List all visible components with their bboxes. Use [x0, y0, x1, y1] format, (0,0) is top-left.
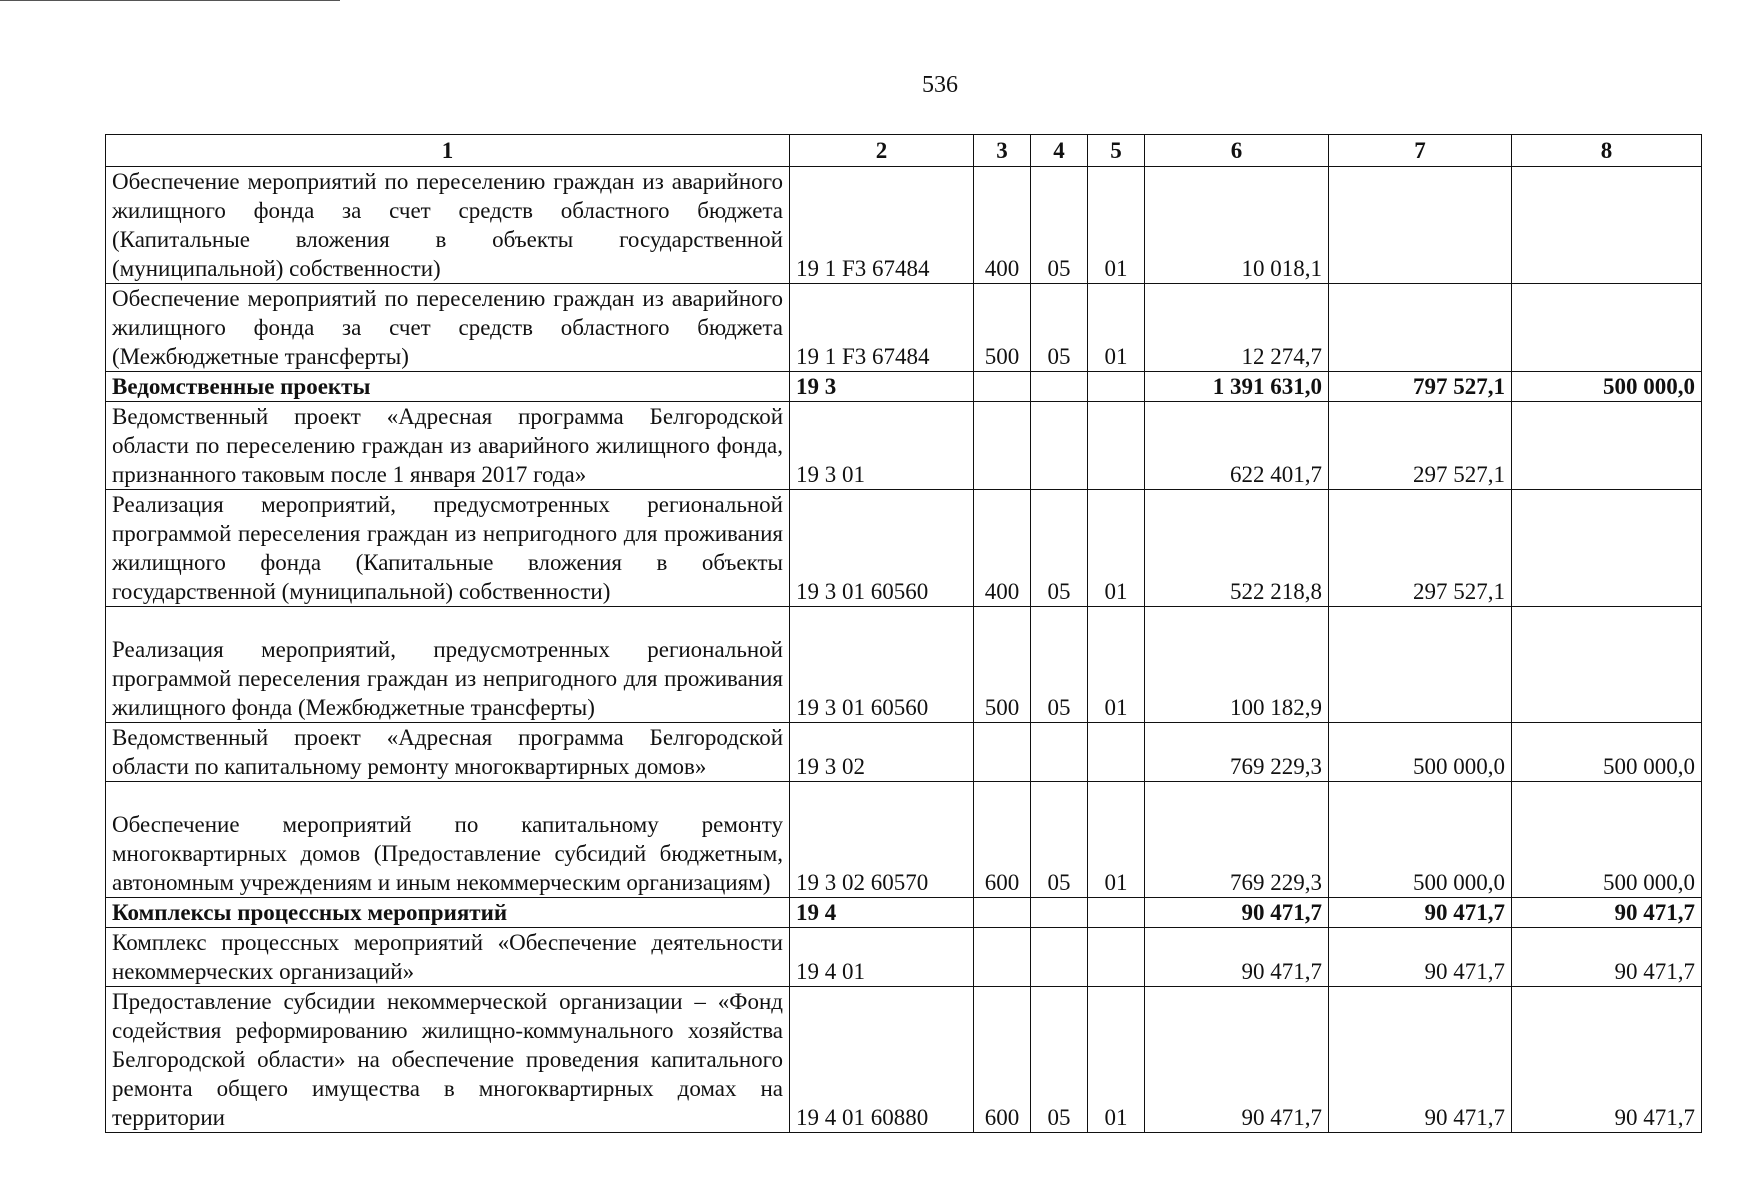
- row-value-6: 769 229,3: [1145, 782, 1329, 898]
- row-col-5: 01: [1088, 284, 1145, 372]
- row-code: 19 1 F3 67484: [790, 167, 974, 284]
- table-row: [106, 928, 1702, 987]
- row-col-4: [1031, 372, 1088, 402]
- row-code: 19 3 02: [790, 723, 974, 782]
- header-col-6: 6: [1145, 135, 1329, 167]
- row-col-4: 05: [1031, 782, 1088, 898]
- budget-table: [105, 134, 1702, 1133]
- row-name: Ведомственный проект «Адресная программа Белгородской области по капитальному ремонту многоквартирных домов»: [106, 723, 790, 782]
- row-col-5: 01: [1088, 490, 1145, 607]
- header-col-3: 3: [974, 135, 1031, 167]
- row-value-7: [1329, 607, 1512, 723]
- row-col-4: 05: [1031, 167, 1088, 284]
- row-col-3: 600: [974, 987, 1031, 1133]
- row-value-6: 522 218,8: [1145, 490, 1329, 607]
- table-row: [106, 723, 1702, 782]
- row-value-8: 90 471,7: [1512, 987, 1702, 1133]
- row-col-3: 400: [974, 490, 1031, 607]
- table-row: [106, 607, 1702, 723]
- row-value-8: 500 000,0: [1512, 782, 1702, 898]
- row-value-6: 90 471,7: [1145, 928, 1329, 987]
- row-col-3: [974, 898, 1031, 928]
- table-row: [106, 284, 1702, 372]
- row-col-3: 400: [974, 167, 1031, 284]
- row-code: 19 4 01: [790, 928, 974, 987]
- row-name: Ведомственный проект «Адресная программа Белгородской области по переселению граждан из аварийного жилищного фонда, признанного таковым после 1 января 2017 года»: [106, 402, 790, 490]
- row-value-7: 500 000,0: [1329, 723, 1512, 782]
- table-row: [106, 782, 1702, 898]
- row-col-5: 01: [1088, 167, 1145, 284]
- row-value-6: 12 274,7: [1145, 284, 1329, 372]
- row-col-5: 01: [1088, 607, 1145, 723]
- row-col-3: 500: [974, 284, 1031, 372]
- table-row: [106, 402, 1702, 490]
- row-name: Комплекс процессных мероприятий «Обеспечение деятельности некоммерческих организаций»: [106, 928, 790, 987]
- row-name: Реализация мероприятий, предусмотренных региональной программой переселения граждан из непригодного для проживания жилищного фонда (Межбюджетные трансферты): [106, 607, 790, 723]
- row-col-3: [974, 372, 1031, 402]
- row-col-4: 05: [1031, 284, 1088, 372]
- row-col-5: [1088, 402, 1145, 490]
- row-code: 19 3 01: [790, 402, 974, 490]
- row-value-7: 90 471,7: [1329, 898, 1512, 928]
- row-col-4: 05: [1031, 490, 1088, 607]
- row-name: Обеспечение мероприятий по переселению граждан из аварийного жилищного фонда за счет средств областного бюджета (Межбюджетные трансферты): [106, 284, 790, 372]
- table-row: [106, 987, 1702, 1133]
- row-col-3: 500: [974, 607, 1031, 723]
- row-col-3: [974, 928, 1031, 987]
- row-name: Ведомственные проекты: [106, 372, 790, 402]
- row-col-5: [1088, 723, 1145, 782]
- table-row: [106, 898, 1702, 928]
- row-value-7: 90 471,7: [1329, 987, 1512, 1133]
- row-code: 19 3 01 60560: [790, 607, 974, 723]
- row-col-5: [1088, 898, 1145, 928]
- row-value-7: 90 471,7: [1329, 928, 1512, 987]
- row-value-8: 500 000,0: [1512, 372, 1702, 402]
- row-col-5: [1088, 928, 1145, 987]
- row-name: Предоставление субсидии некоммерческой организации – «Фонд содействия реформированию жилищно-коммунального хозяйства Белгородской области» на обеспечение проведения капитального ремонта общего имущества в многоквартирных домах на территории: [106, 987, 790, 1133]
- header-col-4: 4: [1031, 135, 1088, 167]
- header-col-1: 1: [106, 135, 790, 167]
- row-value-6: 622 401,7: [1145, 402, 1329, 490]
- row-value-7: 297 527,1: [1329, 402, 1512, 490]
- row-value-6: 769 229,3: [1145, 723, 1329, 782]
- row-value-6: 100 182,9: [1145, 607, 1329, 723]
- row-value-8: [1512, 490, 1702, 607]
- row-col-4: [1031, 898, 1088, 928]
- row-col-4: [1031, 723, 1088, 782]
- table-row: [106, 167, 1702, 284]
- row-value-6: 10 018,1: [1145, 167, 1329, 284]
- row-code: 19 1 F3 67484: [790, 284, 974, 372]
- row-name: Обеспечение мероприятий по переселению граждан из аварийного жилищного фонда за счет средств областного бюджета (Капитальные вложения в объекты государственной (муниципальной) собственности): [106, 167, 790, 284]
- row-col-5: 01: [1088, 782, 1145, 898]
- page-number: 536: [922, 72, 958, 98]
- row-col-4: 05: [1031, 607, 1088, 723]
- row-col-4: 05: [1031, 987, 1088, 1133]
- row-col-4: [1031, 402, 1088, 490]
- row-name: Реализация мероприятий, предусмотренных региональной программой переселения граждан из непригодного для проживания жилищного фонда (Капитальные вложения в объекты государственной (муниципальной) собственности): [106, 490, 790, 607]
- table-row: [106, 490, 1702, 607]
- row-code: 19 4 01 60880: [790, 987, 974, 1133]
- row-col-5: 01: [1088, 987, 1145, 1133]
- header-col-2: 2: [790, 135, 974, 167]
- row-code: 19 3: [790, 372, 974, 402]
- row-col-4: [1031, 928, 1088, 987]
- row-col-3: [974, 723, 1031, 782]
- row-value-8: [1512, 402, 1702, 490]
- table-row: [106, 372, 1702, 402]
- row-col-5: [1088, 372, 1145, 402]
- row-value-8: [1512, 284, 1702, 372]
- row-code: 19 3 02 60570: [790, 782, 974, 898]
- row-col-3: 600: [974, 782, 1031, 898]
- row-value-6: 1 391 631,0: [1145, 372, 1329, 402]
- row-name: Комплексы процессных мероприятий: [106, 898, 790, 928]
- row-col-3: [974, 402, 1031, 490]
- row-value-7: 297 527,1: [1329, 490, 1512, 607]
- row-value-7: 797 527,1: [1329, 372, 1512, 402]
- row-value-8: [1512, 167, 1702, 284]
- row-value-8: 500 000,0: [1512, 723, 1702, 782]
- row-value-7: [1329, 284, 1512, 372]
- header-col-7: 7: [1329, 135, 1512, 167]
- table-body: [106, 167, 1702, 1133]
- header-col-8: 8: [1512, 135, 1702, 167]
- row-code: 19 3 01 60560: [790, 490, 974, 607]
- row-value-7: [1329, 167, 1512, 284]
- row-code: 19 4: [790, 898, 974, 928]
- row-value-8: 90 471,7: [1512, 898, 1702, 928]
- row-name: Обеспечение мероприятий по капитальному ремонту многоквартирных домов (Предоставление субсидий бюджетным, автономным учреждениям и иным некоммерческим организациям): [106, 782, 790, 898]
- header-col-5: 5: [1088, 135, 1145, 167]
- row-value-8: [1512, 607, 1702, 723]
- top-rule: [0, 0, 340, 1]
- row-value-7: 500 000,0: [1329, 782, 1512, 898]
- row-value-6: 90 471,7: [1145, 898, 1329, 928]
- header-row: [106, 135, 1702, 167]
- row-value-6: 90 471,7: [1145, 987, 1329, 1133]
- row-value-8: 90 471,7: [1512, 928, 1702, 987]
